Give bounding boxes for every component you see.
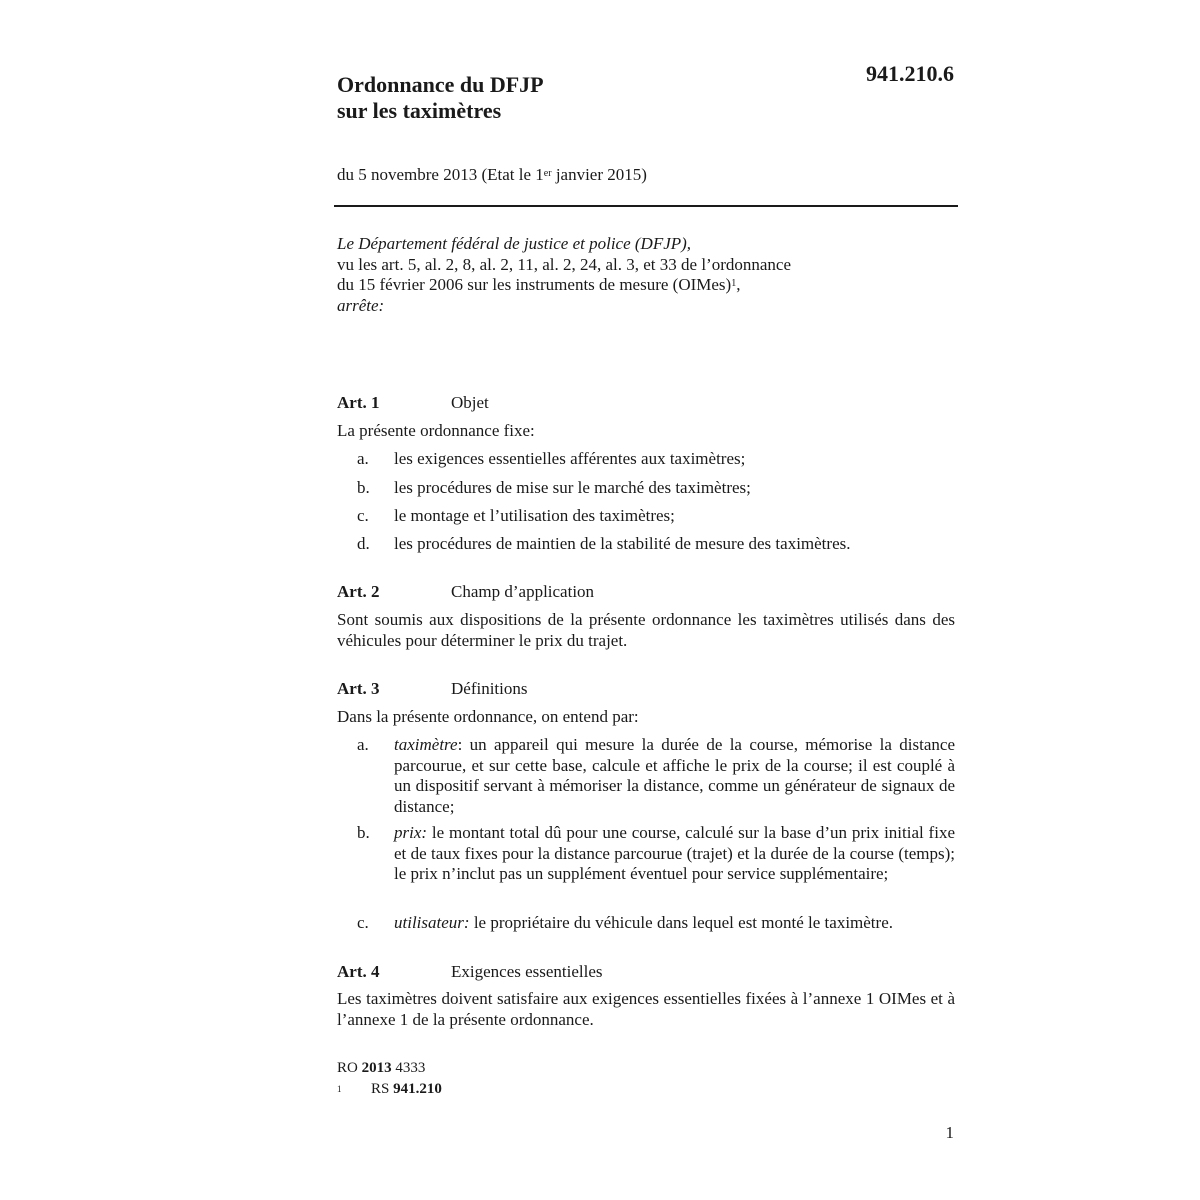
art-4-heading bbox=[337, 961, 957, 983]
defined-term: taximètre bbox=[394, 735, 458, 754]
list-text bbox=[394, 823, 955, 885]
defined-term: utilisateur: bbox=[394, 913, 470, 932]
art-3-heading bbox=[337, 678, 957, 700]
definition-text: le propriétaire du véhicule dans lequel est monté le taximètre. bbox=[469, 913, 893, 932]
list-text: les procédures de mise sur le marché des taximètres; bbox=[394, 478, 751, 497]
footnote-text bbox=[371, 1079, 442, 1099]
art-4-text: Les taximètres doivent satisfaire aux exigences essentielles fixées à l’annexe 1 OIMes et à l’annexe 1 de la présente ordonnance. bbox=[337, 989, 955, 1029]
header-divider bbox=[334, 205, 958, 207]
ro-reference bbox=[337, 1058, 425, 1078]
art-1-number: Art. 1 bbox=[337, 393, 380, 412]
ro-page: 4333 bbox=[391, 1060, 426, 1076]
art-3-number: Art. 3 bbox=[337, 679, 380, 698]
title-line-1: Ordonnance du DFJP bbox=[337, 72, 544, 97]
preamble bbox=[337, 234, 957, 316]
ro-year: 2013 bbox=[361, 1060, 392, 1076]
list-text: les procédures de maintien de la stabilité de mesure des taximètres. bbox=[394, 534, 851, 553]
list-letter: a. bbox=[357, 449, 369, 468]
art-2-heading bbox=[337, 581, 957, 603]
art-4-number: Art. 4 bbox=[337, 962, 380, 981]
art-3-title: Définitions bbox=[451, 679, 528, 698]
footnote-ref-1[interactable]: 1 bbox=[731, 278, 737, 289]
art-2-text: Sont soumis aux dispositions de la présente ordonnance les taximètres utilisés dans des véhicules pour déterminer le prix du trajet. bbox=[337, 610, 955, 650]
art-3-intro: Dans la présente ordonnance, on entend par: bbox=[337, 707, 639, 726]
preamble-decree: arrête: bbox=[337, 295, 385, 315]
art-4-title: Exigences essentielles bbox=[451, 962, 603, 981]
definition-text: : un appareil qui mesure la durée de la course, mémorise la distance parcourue, et sur cette base, calcule et affiche le prix de la course; il est couplé à un dispositif servant à mémoriser la distance, comme un générateur de signaux de distance; bbox=[394, 735, 955, 816]
preamble-punct: , bbox=[736, 275, 741, 294]
list-text bbox=[394, 913, 955, 934]
list-text: les exigences essentielles afférentes aux taximètres; bbox=[394, 449, 746, 468]
list-text bbox=[394, 735, 955, 817]
ro-prefix: RO bbox=[337, 1060, 362, 1076]
definition-text: le montant total dû pour une course, calculé sur la base d’un prix initial fixe et de taux fixes pour la distance parcourue (trajet) et la durée de la course (temps); le prix n’inclut pas un supplément éventuel pour service supplémentaire; bbox=[394, 823, 955, 883]
document-title bbox=[337, 72, 544, 124]
preamble-basis-line: vu les art. 5, al. 2, 8, al. 2, 11, al. 2, 24, al. 3, et 33 de l’ordonnance bbox=[337, 254, 792, 274]
list-letter: c. bbox=[357, 913, 369, 932]
list-letter: c. bbox=[357, 506, 369, 525]
defined-term: prix: bbox=[394, 823, 428, 842]
page-number: 1 bbox=[945, 1123, 954, 1142]
art-1-title: Objet bbox=[451, 393, 489, 412]
footnote-1 bbox=[337, 1079, 442, 1099]
preamble-basis-text: du 15 février 2006 sur les instruments de mesure (OIMes) bbox=[337, 275, 732, 294]
title-line-2: sur les taximètres bbox=[337, 98, 502, 123]
art-2-number: Art. 2 bbox=[337, 582, 380, 601]
date-suffix: janvier 2015) bbox=[551, 165, 647, 184]
document-date bbox=[337, 164, 647, 186]
preamble-basis-line-2 bbox=[337, 275, 957, 296]
list-letter: a. bbox=[357, 735, 369, 754]
footnote-ref[interactable]: 941.210 bbox=[393, 1081, 442, 1097]
list-text: le montage et l’utilisation des taximètres; bbox=[394, 506, 675, 525]
sr-number: 941.210.6 bbox=[866, 61, 954, 86]
footnote-number: 1 bbox=[337, 1084, 342, 1094]
date-superscript: er bbox=[543, 168, 552, 179]
art-1-intro: La présente ordonnance fixe: bbox=[337, 421, 535, 440]
preamble-authority: Le Département fédéral de justice et police (DFJP), bbox=[337, 234, 692, 253]
list-letter: b. bbox=[357, 823, 370, 842]
art-2-title: Champ d’application bbox=[451, 582, 595, 601]
list-letter: b. bbox=[357, 478, 370, 497]
footnote-prefix: RS bbox=[371, 1081, 394, 1097]
date-prefix: du 5 novembre 2013 (Etat le 1 bbox=[337, 165, 544, 184]
list-letter: d. bbox=[357, 534, 370, 553]
art-1-heading bbox=[337, 392, 957, 414]
